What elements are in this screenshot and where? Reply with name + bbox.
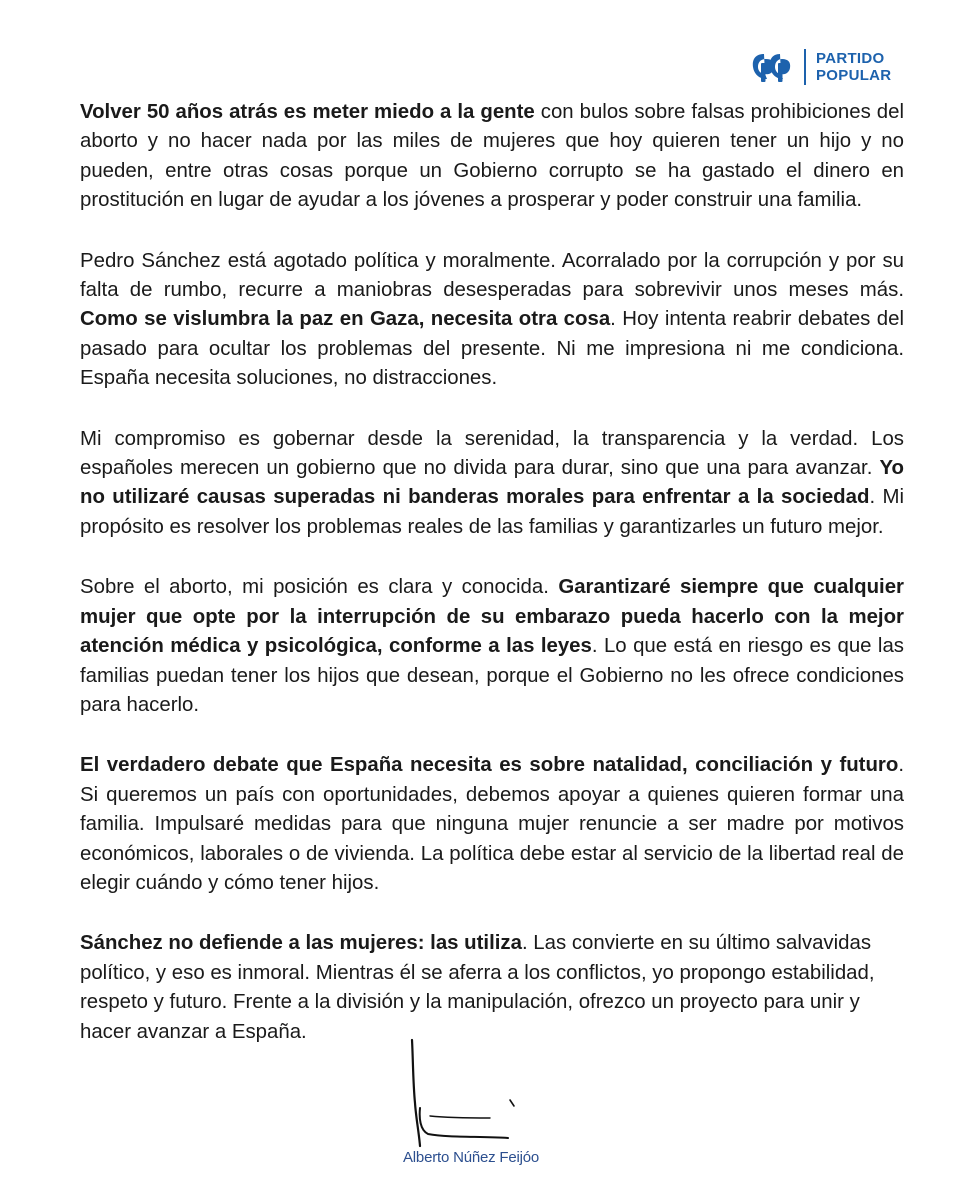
paragraph-5 <box>80 751 904 898</box>
paragraph-2 <box>80 247 904 394</box>
paragraph-6 <box>80 929 904 1047</box>
party-name-line1: PARTIDO <box>816 50 885 67</box>
paragraph-5-bold: El verdadero debate que España necesita es sobre natalidad, conciliación y futuro <box>80 754 899 777</box>
paragraph-5-text: . Si queremos un país con oportunidades, debemos apoyar a quienes quieren formar una familia. Impulsaré medidas para que ninguna mujer renuncie a ser madre por motivos económicos, laborales o de vivienda. La política debe estar al servicio de la libertad real de elegir cuándo y cómo tener hijos. <box>80 754 904 894</box>
signatory-name: Alberto Núñez Feijóo <box>403 1149 540 1166</box>
paragraph-6-bold: Sánchez no defiende a las mujeres: las utiliza <box>80 932 522 955</box>
paragraph-2-lead: Pedro Sánchez está agotado política y moralmente. Acorralado por la corrupción y por su falta de rumbo, recurre a maniobras desesperadas para sobrevivir unos meses más. <box>80 249 904 302</box>
paragraph-3-text: . Mi propósito es resolver los problemas reales de las familias y garantizarles un futuro mejor. <box>80 486 904 538</box>
party-name-line2: POPULAR <box>816 67 892 84</box>
paragraph-2-text: . Hoy intenta reabrir debates del pasado para ocultar los problemas del presente. Ni me impresiona ni me condiciona. España necesita soluciones, no distracciones. <box>80 308 904 390</box>
paragraph-3 <box>80 425 904 543</box>
logo-divider <box>804 49 806 85</box>
paragraph-6-text: . Las convierte en su último salvavidas político, y eso es inmoral. Mientras él se aferra a los conflictos, yo propongo estabilidad, respeto y futuro. Frente a la división y la manipulación, ofrezco un proyecto para unir y hacer avanzar a España. <box>80 932 875 1043</box>
paragraph-3-bold: Yo no utilizaré causas superadas ni banderas morales para enfrentar a la sociedad <box>80 457 904 509</box>
paragraph-1-text: con bulos sobre falsas prohibiciones del aborto y no hacer nada por las miles de mujeres que hoy quieren tener un hijo y no pueden, entre otras cosas porque un Gobierno corrupto se ha gastado el dinero en prostitución en lugar de ayudar a los jóvenes a prosperar y poder construir una familia. <box>80 101 904 212</box>
signature-scribble <box>410 1038 530 1148</box>
paragraph-1-bold: Volver 50 años atrás es meter miedo a la gente <box>80 101 535 123</box>
party-logo <box>750 49 891 85</box>
paragraph-4-text: . Lo que está en riesgo es que las familias puedan tener los hijos que desean, porque el Gobierno no les ofrece condiciones para hacerlo. <box>80 635 904 716</box>
paragraph-3-lead: Mi compromiso es gobernar desde la serenidad, la transparencia y la verdad. Los españoles merecen un gobierno que no divida para durar, sino que una para avanzar. <box>80 427 904 480</box>
paragraph-4 <box>80 573 904 720</box>
letter-body <box>80 98 904 1078</box>
party-name <box>816 50 891 84</box>
paragraph-1 <box>80 98 904 216</box>
paragraph-2-bold: Como se vislumbra la paz en Gaza, necesita otra cosa <box>80 308 611 331</box>
paragraph-4-lead: Sobre el aborto, mi posición es clara y conocida. <box>80 576 559 599</box>
pp-logo-icon <box>750 50 796 84</box>
paragraph-4-bold: Garantizaré siempre que cualquier mujer que opte por la interrupción de su embarazo pueda hacerlo con la mejor atención médica y psicológica, conforme a las leyes <box>80 576 904 658</box>
